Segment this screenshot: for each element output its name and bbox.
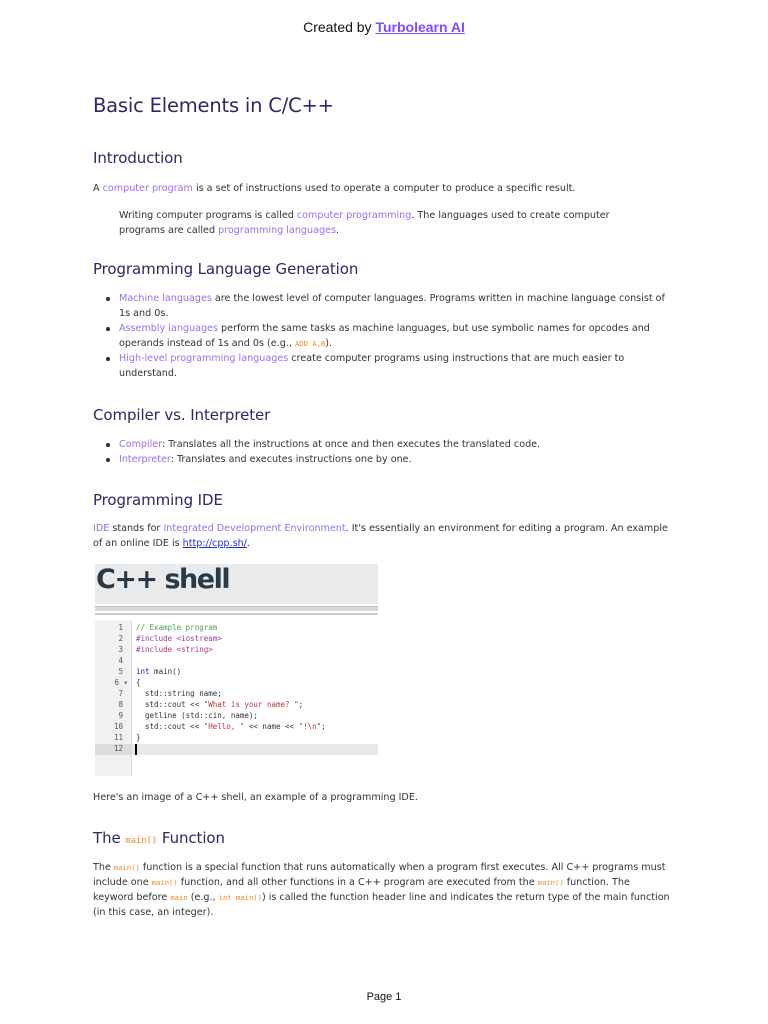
document-content [93, 94, 671, 920]
code-line: getline (std::cin, name); [136, 711, 258, 720]
inline-code: ADD A,B [294, 339, 326, 348]
line-number: 2 [118, 634, 123, 643]
main-function-paragraph: The main() function is a special function that runs automatically when a program first executes. All C++ programs must include one main() function, and all other functions in a C++ program are executed from the main() function. The keyword before main (e.g., int main()) is called the function header line and indicates the return type of the main function (in this case, an integer). [93, 862, 670, 918]
shell-caption: Here's an image of a C++ shell, an example of a programming IDE. [93, 792, 418, 803]
line-number: 11 [113, 733, 123, 742]
code-line: } [136, 733, 141, 742]
line-number: 4 [118, 656, 123, 665]
cpp-shell-image [93, 564, 378, 776]
keyword: computer program [102, 183, 193, 194]
code-line: int main() [136, 667, 182, 676]
bullet-icon [106, 443, 110, 447]
list-item: Compiler: Translates all the instructions at once and then executes the translated code. [119, 437, 671, 452]
code-line: std::cout << "Hello, " << name << "!\n"; [136, 722, 326, 731]
generation-list [93, 291, 671, 381]
line-number: 9 [118, 711, 123, 720]
intro-paragraph: A computer program is a set of instructions used to operate a computer to produce a specific result. [93, 183, 576, 194]
section-heading-introduction: Introduction [93, 149, 183, 167]
list-item: Machine languages are the lowest level of computer languages. Programs written in machine language consist of 1s and 0s. [119, 291, 671, 321]
intro-blockquote: Writing computer programs is called computer programming. The languages used to create computer programs are called programming languages. [119, 210, 610, 236]
line-number: 10 [113, 722, 123, 731]
code-line: { [136, 678, 141, 687]
line-number: 12 [113, 744, 123, 753]
turbolearn-link[interactable]: Turbolearn AI [375, 19, 465, 35]
bullet-icon [106, 458, 110, 462]
keyword: programming languages [218, 225, 336, 236]
shell-title: C++ shell [96, 564, 230, 595]
page-title: Basic Elements in C/C++ [93, 94, 334, 117]
section-heading-main-function: The main() Function [93, 829, 225, 847]
cpp-sh-link[interactable]: http://cpp.sh/ [182, 538, 247, 549]
bullet-icon [106, 327, 110, 331]
keyword: computer programming [296, 210, 412, 221]
bullet-icon [106, 297, 110, 301]
code-line: #include <string> [136, 645, 213, 654]
page-header [0, 19, 768, 35]
line-number: 8 [118, 700, 123, 709]
code-editor [132, 620, 378, 776]
section-heading-ide: Programming IDE [93, 491, 223, 509]
list-item: Assembly languages perform the same tasks as machine languages, but use symbolic names for opcodes and operands instead of 1s and 0s (e.g., ADD A,B). [119, 321, 671, 351]
bullet-icon [106, 357, 110, 361]
section-heading-generation: Programming Language Generation [93, 260, 359, 278]
compiler-list [93, 437, 671, 467]
text-cursor [135, 744, 137, 755]
code-line: std::string name; [136, 689, 222, 698]
active-line [132, 744, 378, 755]
line-number: 1 [118, 623, 123, 632]
inline-code: main() [125, 836, 158, 846]
code-line: std::cout << "What is your name? "; [136, 700, 304, 709]
shell-title-bar [95, 564, 378, 604]
shell-toolbar [95, 606, 378, 611]
shell-divider [95, 613, 378, 615]
code-line: #include <iostream> [136, 634, 222, 643]
list-item: High-level programming languages create computer programs using instructions that are much easier to understand. [119, 351, 671, 381]
page-number: Page 1 [366, 991, 402, 1003]
line-number-gutter [95, 620, 132, 776]
ide-paragraph: IDE stands for Integrated Development Environment. It's essentially an environment for editing a program. An example of an online IDE is http://cpp.sh/. [93, 523, 668, 549]
line-number: 3 [118, 645, 123, 654]
section-heading-compiler: Compiler vs. Interpreter [93, 406, 271, 424]
header-prefix: Created by [303, 19, 376, 35]
line-number: 7 [118, 689, 123, 698]
list-item: Interpreter: Translates and executes instructions one by one. [119, 452, 671, 467]
line-number: 6 ▾ [114, 678, 128, 687]
line-number: 5 [118, 667, 123, 676]
code-line: // Example program [136, 623, 218, 632]
